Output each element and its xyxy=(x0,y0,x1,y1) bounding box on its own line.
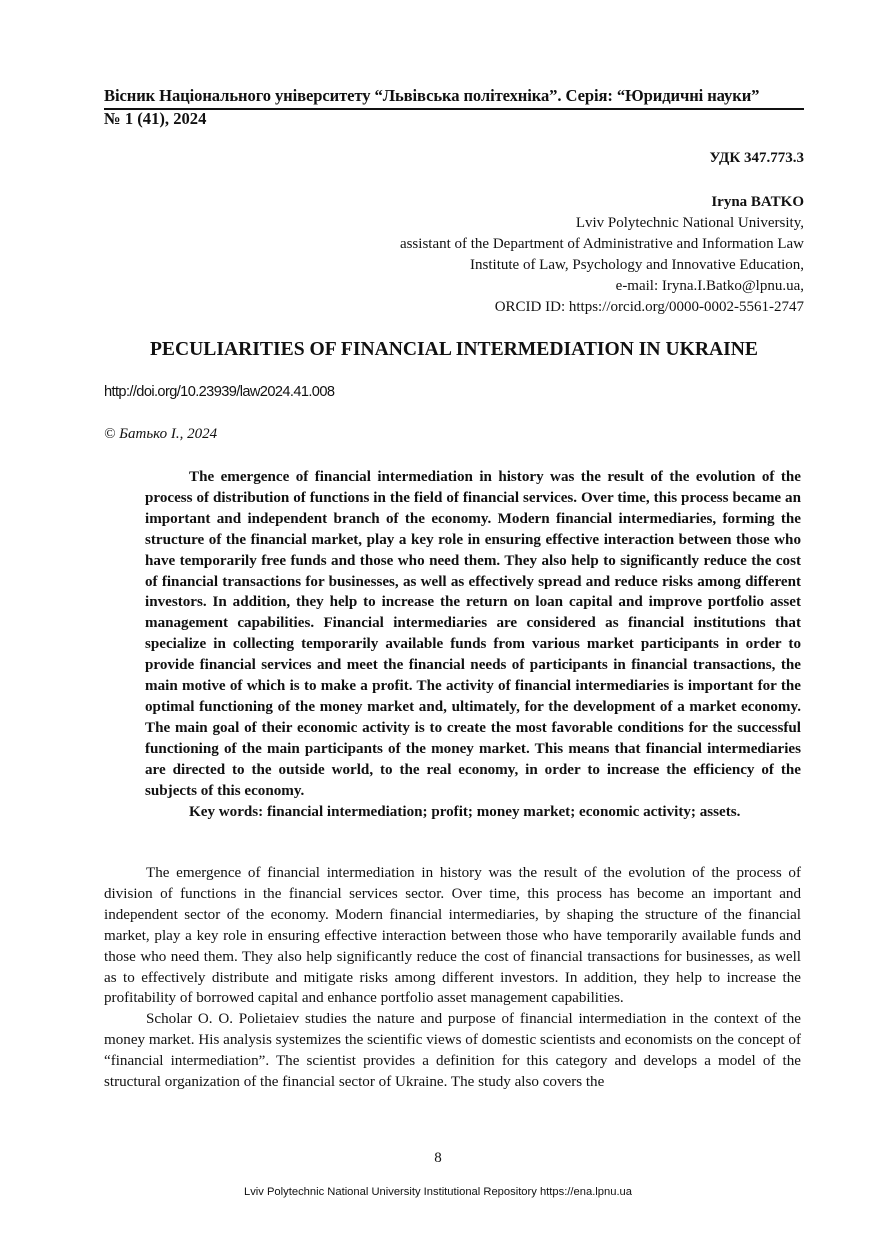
body-paragraph: Scholar O. O. Polietaiev studies the nature and purpose of financial intermediation in the context of the money market. His analysis systemizes the scientific views of domestic scientists and economists on the concept of “financial intermediation”. The scientist provides a definition for this category and develops a model of the structural organization of the financial sector of Ukraine. The study also covers the xyxy=(104,1011,801,1091)
journal-title: Вісник Національного університету “Львівська політехніка”. Серія: “Юридичні науки” xyxy=(104,86,760,105)
copyright-notice: © Батько І., 2024 xyxy=(104,426,218,442)
author-institute: Institute of Law, Psychology and Innovative Education, xyxy=(470,257,804,273)
author-orcid: ORCID ID: https://orcid.org/0000-0002-5561-2747 xyxy=(494,299,804,315)
author-position: assistant of the Department of Administrative and Information Law xyxy=(399,236,804,252)
author-block xyxy=(324,192,804,318)
author-affiliation: Lviv Polytechnic National University, xyxy=(575,215,804,231)
page-number: 8 xyxy=(434,1150,442,1166)
keywords: Key words: financial intermediation; profit; money market; economic activity; assets. xyxy=(189,803,741,820)
body-paragraph: The emergence of financial intermediation in history was the result of the evolution of the process of division of functions in the financial services sector. Over time, this process has become an important and independent sector of the economy. Modern financial intermediaries, by shaping the structure of the financial market, play a key role in ensuring effective interaction between those who have temporarily available funds and those who need them. They also help significantly reduce the cost of financial transactions for businesses, as well as to effectively distribute and mitigate risks among different investors. In addition, they help to increase the profitability of borrowed capital and enhance portfolio asset management capabilities. xyxy=(104,865,801,1007)
repository-footer: Lviv Polytechnic National University Institutional Repository https://ena.lpnu.ua xyxy=(243,1186,633,1198)
doi-link[interactable]: http://doi.org/10.23939/law2024.41.008 xyxy=(104,384,335,400)
author-name: Iryna BATKO xyxy=(711,194,804,210)
issue-number: № 1 (41), 2024 xyxy=(104,109,207,128)
author-email: e-mail: Iryna.I.Batko@lpnu.ua, xyxy=(615,278,804,294)
abstract xyxy=(145,467,801,822)
article-title: PECULIARITIES OF FINANCIAL INTERMEDIATION IN UKRAINE xyxy=(149,339,759,360)
abstract-text: The emergence of financial intermediation in history was the result of the evolution of the process of distribution of functions in the field of financial services. Over time, this process became an important and independent branch of the economy. Modern financial intermediaries, forming the structure of the financial market, play a key role in ensuring effective interaction between those who have temporarily free funds and those who need them. They also help to significantly reduce the cost of financial transactions for businesses, as well as effectively spread and reduce risks among different investors. In addition, they help to increase the return on loan capital and improve portfolio asset management capabilities. Financial intermediaries are considered as financial institutions that specialize in collecting temporarily available funds from various market participants in order to provide financial services and meet the financial needs of participants in financial transactions, the main motive of which is to make a profit. The activity of financial intermediaries is important for the optimal functioning of the money market and, ultimately, for the development of a market economy. The main goal of their economic activity is to create the most favorable conditions for the successful functioning of the main participants of the money market. This means that financial intermediaries are directed to the outside world, to the real economy, in order to increase the efficiency of the subjects of this economy. xyxy=(145,469,801,799)
header-rule xyxy=(104,108,804,110)
body-text xyxy=(104,863,801,1093)
udk-code: УДК 347.773.3 xyxy=(709,150,804,166)
